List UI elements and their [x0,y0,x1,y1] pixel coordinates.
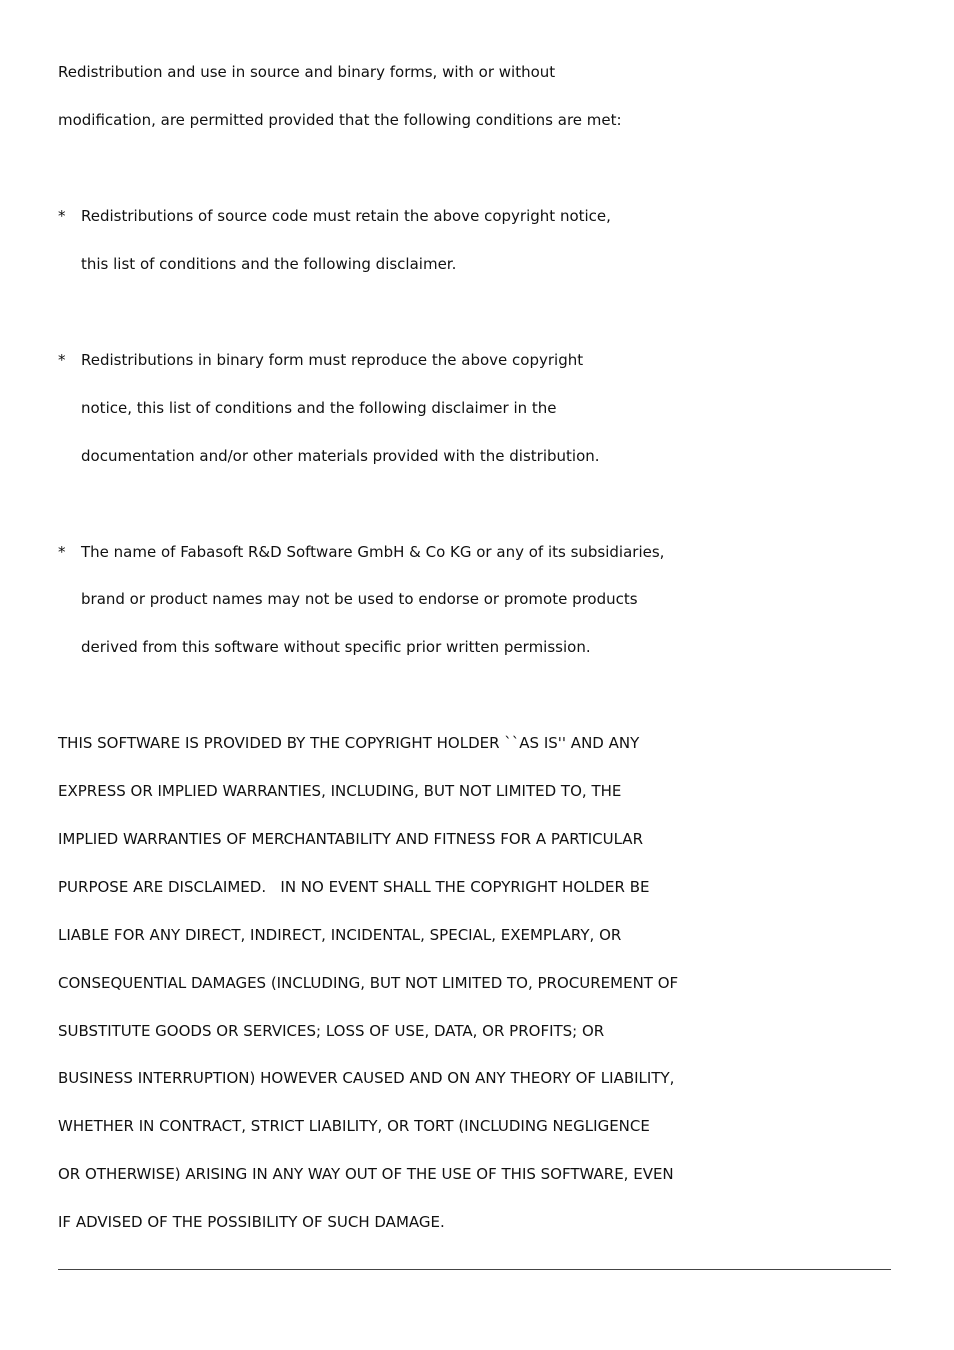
condition-line: this list of conditions and the following disclaimer. [81,255,457,273]
disclaimer-line: IMPLIED WARRANTIES OF MERCHANTABILITY AND FITNESS FOR A PARTICULAR [58,830,643,848]
disclaimer-line: LIABLE FOR ANY DIRECT, INDIRECT, INCIDENTAL, SPECIAL, EXEMPLARY, OR [58,926,622,944]
bullet-marker: * [58,543,66,561]
intro-line: modification, are permitted provided that the following conditions are met: [58,111,622,129]
bullet-marker: * [58,351,66,369]
disclaimer-line: WHETHER IN CONTRACT, STRICT LIABILITY, OR TORT (INCLUDING NEGLIGENCE [58,1117,650,1135]
condition-line: Redistributions in binary form must reproduce the above copyright [81,351,584,369]
condition-line: Redistributions of source code must retain the above copyright notice, [81,207,611,225]
disclaimer-line: IF ADVISED OF THE POSSIBILITY OF SUCH DAMAGE. [58,1213,445,1231]
condition-line: brand or product names may not be used to endorse or promote products [81,590,638,608]
disclaimer-line: OR OTHERWISE) ARISING IN ANY WAY OUT OF THE USE OF THIS SOFTWARE, EVEN [58,1165,674,1183]
bullet-marker: * [58,207,66,225]
disclaimer-line: THIS SOFTWARE IS PROVIDED BY THE COPYRIGHT HOLDER ``AS IS'' AND ANY [58,734,640,752]
condition-line: notice, this list of conditions and the following disclaimer in the [81,399,557,417]
horizontal-divider [58,1269,891,1270]
intro-line: Redistribution and use in source and binary forms, with or without [58,63,556,81]
disclaimer-line: PURPOSE ARE DISCLAIMED. IN NO EVENT SHALL THE COPYRIGHT HOLDER BE [58,878,650,896]
condition-line: documentation and/or other materials provided with the distribution. [81,447,600,465]
disclaimer-line: SUBSTITUTE GOODS OR SERVICES; LOSS OF USE, DATA, OR PROFITS; OR [58,1022,605,1040]
condition-line: derived from this software without specific prior written permission. [81,638,591,656]
disclaimer-line: EXPRESS OR IMPLIED WARRANTIES, INCLUDING, BUT NOT LIMITED TO, THE [58,782,622,800]
disclaimer-line: BUSINESS INTERRUPTION) HOWEVER CAUSED AND ON ANY THEORY OF LIABILITY, [58,1069,675,1087]
disclaimer-line: CONSEQUENTIAL DAMAGES (INCLUDING, BUT NOT LIMITED TO, PROCUREMENT OF [58,974,679,992]
condition-line: The name of Fabasoft R&D Software GmbH & Co KG or any of its subsidiaries, [81,543,665,561]
